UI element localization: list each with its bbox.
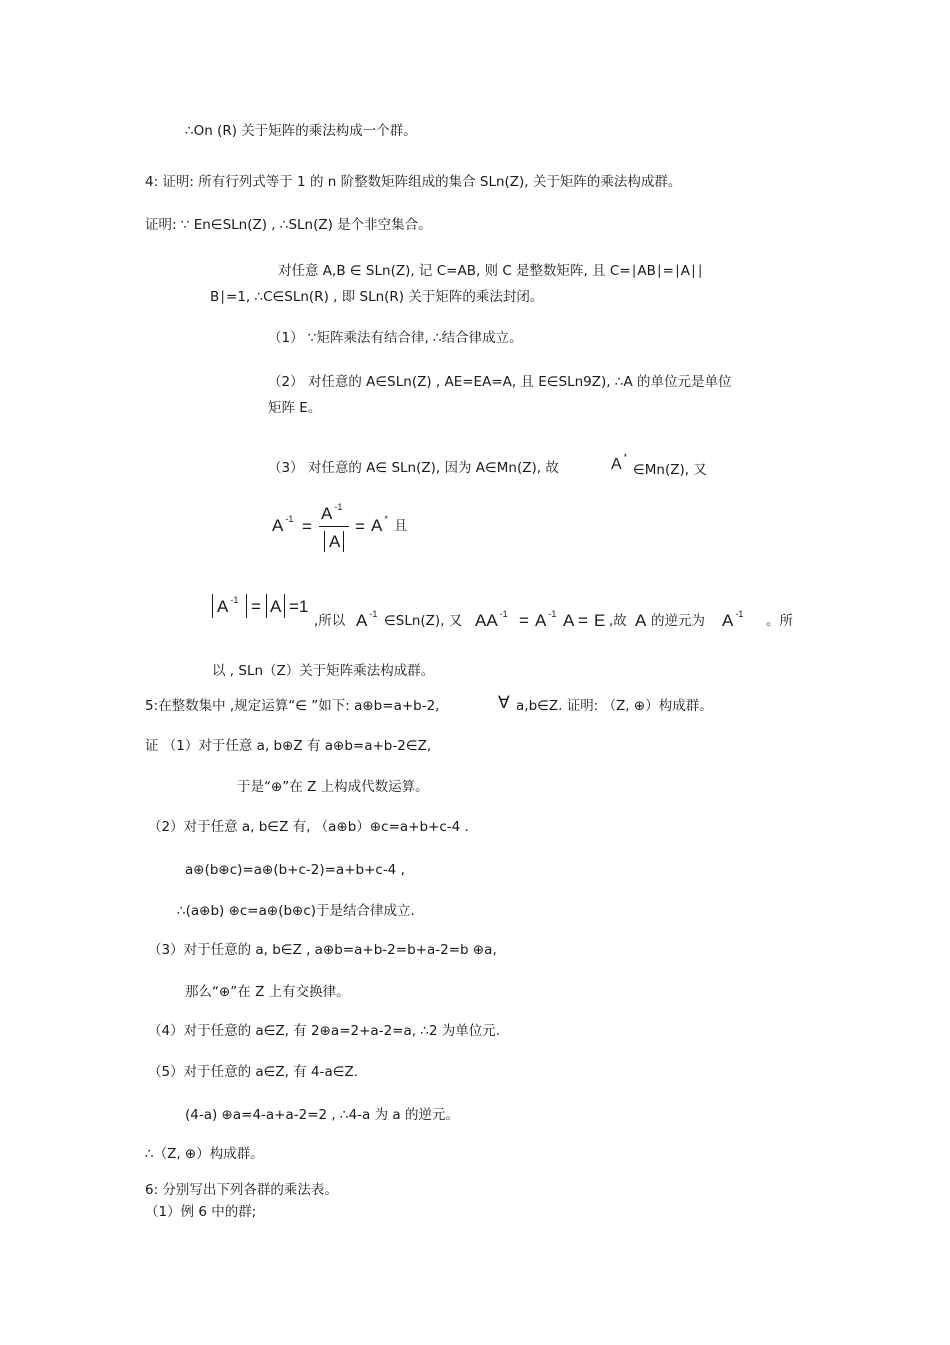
text-line: （1）例 6 中的群; bbox=[145, 1204, 257, 1220]
text-line: ∈Mn(Z), 又 bbox=[633, 462, 707, 478]
math-symbol: A bbox=[635, 611, 647, 630]
text-line: B∣=1, ∴C∈SLn(R) , 即 SLn(R) 关于矩阵的乘法封闭。 bbox=[210, 289, 544, 305]
identity-matrix-e: E bbox=[594, 611, 606, 630]
abs-bar-right bbox=[343, 531, 344, 552]
fraction-bar bbox=[319, 526, 349, 527]
abs-bar-left bbox=[324, 531, 325, 552]
text-line: 证 （1）对于任意 a, b⊕Z 有 a⊕b=a+b-2∈Z, bbox=[145, 738, 432, 754]
problem-6-statement: 6: 分别写出下列各群的乘法表。 bbox=[145, 1182, 338, 1198]
text-line: ,故 bbox=[609, 613, 627, 629]
text-line: ∴(a⊕b) ⊕c=a⊕(b⊕c)于是结合律成立. bbox=[177, 903, 415, 919]
matrix-a-adjugate bbox=[611, 452, 628, 474]
math-superscript: -1 bbox=[548, 609, 557, 619]
math-symbol: A bbox=[563, 611, 575, 630]
text-line: ∈SLn(Z), 又 bbox=[384, 613, 463, 629]
abs-bar-right bbox=[246, 594, 247, 618]
math-symbol: A bbox=[272, 516, 284, 535]
math-symbol: A bbox=[321, 504, 333, 523]
text-line: 的逆元为 bbox=[651, 613, 705, 629]
math-equals: = bbox=[355, 517, 365, 536]
abs-bar-left bbox=[212, 594, 213, 618]
text-line: （2） 对任意的 A∈SLn(Z) , AE=EA=A, 且 E∈SLn9Z), ∴A 的单位元是单位 bbox=[268, 374, 732, 390]
abs-bar-left bbox=[266, 594, 267, 618]
text-line: a⊕(b⊕c)=a⊕(b+c-2)=a+b+c-4 , bbox=[185, 862, 405, 878]
text-line: 于是“⊕”在 Z 上构成代数运算。 bbox=[237, 779, 429, 795]
abs-bar-right bbox=[284, 594, 285, 618]
text-line: 对任意 A,B ∈ SLn(Z), 记 C=AB, 则 C 是整数矩阵, 且 C=∣AB∣=∣A∣∣ bbox=[278, 263, 704, 279]
formula-aa-inverse bbox=[475, 611, 506, 631]
text-line: ∴（Z, ⊕）构成群。 bbox=[145, 1146, 264, 1162]
text-line: (4-a) ⊕a=4-a+a-2=2 , ∴4-a 为 a 的逆元。 bbox=[185, 1107, 459, 1123]
text-line: （1） ∵矩阵乘法有结合律, ∴结合律成立。 bbox=[268, 330, 523, 346]
math-symbol: A bbox=[611, 456, 622, 473]
math-symbol: AA bbox=[475, 611, 498, 630]
formula-det-inverse bbox=[217, 595, 239, 617]
text-line: 证明: ∵ En∈SLn(Z) , ∴SLn(Z) 是个非空集合。 bbox=[145, 217, 432, 233]
matrix-a-adjugate bbox=[371, 516, 386, 536]
math-equals-one: =1 bbox=[289, 597, 309, 616]
text-line: （2）对于任意 a, b∈Z 有, （a⊕b）⊕c=a+b+c-4 . bbox=[148, 819, 469, 835]
math-equals: = bbox=[251, 597, 261, 616]
math-superscript: -1 bbox=[499, 609, 508, 619]
fraction-denominator: A bbox=[329, 532, 341, 551]
text-line: ∴On (R) 关于矩阵的乘法构成一个群。 bbox=[185, 123, 417, 139]
fraction-numerator bbox=[321, 502, 343, 524]
text-line: 。所 bbox=[766, 613, 793, 629]
math-symbol: A bbox=[270, 597, 282, 616]
problem-5-statement: 5:在整数集中 ,规定运算“∈ ”如下: a⊕b=a+b-2, bbox=[145, 698, 440, 714]
math-superscript: -1 bbox=[230, 595, 239, 605]
math-equals: = bbox=[302, 517, 312, 536]
math-symbol: A bbox=[371, 516, 383, 535]
matrix-a-inverse bbox=[722, 609, 744, 631]
text-line: ,所以 bbox=[314, 613, 346, 629]
text-line: （3）对于任意的 a, b∈Z , a⊕b=a+b-2=b+a-2=b ⊕a, bbox=[148, 942, 497, 958]
text-line: a,b∈Z. 证明: （Z, ⊕）构成群。 bbox=[516, 698, 713, 714]
math-superscript: -1 bbox=[334, 502, 343, 512]
text-line: 那么“⊕”在 Z 上有交换律。 bbox=[185, 984, 350, 1000]
matrix-a-inverse bbox=[535, 609, 557, 631]
forall-symbol: ∀ bbox=[498, 693, 510, 712]
math-symbol: A bbox=[217, 597, 229, 616]
math-symbol: A bbox=[722, 611, 734, 630]
text-line: 矩阵 E。 bbox=[268, 400, 322, 416]
matrix-a-inverse bbox=[356, 609, 378, 631]
text-line: （4）对于任意的 a∈Z, 有 2⊕a=2+a-2=a, ∴2 为单位元. bbox=[148, 1023, 501, 1039]
text-line: （5）对于任意的 a∈Z, 有 4-a∈Z. bbox=[148, 1064, 359, 1080]
math-superscript: * bbox=[623, 452, 628, 462]
math-symbol: A bbox=[356, 611, 368, 630]
problem-4-statement: 4: 证明: 所有行列式等于 1 的 n 阶整数矩阵组成的集合 SLn(Z), 关于矩阵的乘法构成群。 bbox=[145, 174, 682, 190]
math-superscript: -1 bbox=[285, 514, 294, 524]
math-superscript: * bbox=[384, 514, 388, 524]
text-line: 以 , SLn（Z）关于矩阵乘法构成群。 bbox=[212, 663, 435, 679]
math-superscript: -1 bbox=[735, 609, 744, 619]
math-equals: = bbox=[578, 611, 588, 630]
math-superscript: -1 bbox=[369, 609, 378, 619]
math-equals: = bbox=[519, 611, 529, 630]
text-line: （3） 对任意的 A∈ SLn(Z), 因为 A∈Mn(Z), 故 bbox=[268, 460, 559, 476]
text-line: 且 bbox=[394, 518, 408, 534]
math-symbol: A bbox=[535, 611, 547, 630]
formula-inverse-lhs bbox=[272, 514, 294, 536]
